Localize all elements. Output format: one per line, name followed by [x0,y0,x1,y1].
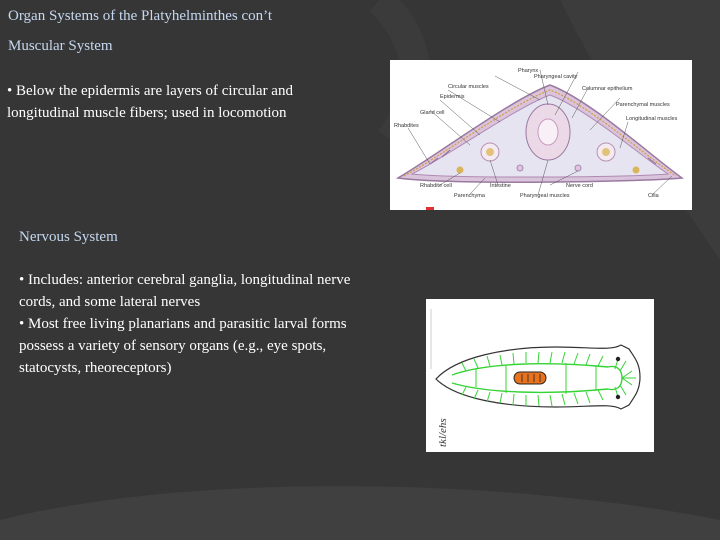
label-intestine: Intestine [490,183,511,189]
nervous-system-heading: Nervous System [19,229,118,245]
muscular-bullet-1: • Below the epidermis are layers of circular and longitudinal muscle fibers; used in locomotion [7,83,293,121]
nervous-bullet-1: • Includes: anterior cerebral ganglia, longitudinal nerve cords, and some lateral nerves [19,272,351,310]
pharynx-shape [514,372,546,384]
label-columnar-epithelium: Columnar epithelium [582,86,633,92]
planarian-nervous-figure [426,299,654,452]
label-rhabdite-cell: Rhabdite cell [420,183,452,189]
label-epidermis: Epidermis [440,94,465,100]
muscular-system-heading: Muscular System [8,38,113,54]
label-gland-cell: Gland cell [420,110,445,116]
label-rhabdites: Rhabdites [394,123,419,129]
muscular-cross-section-figure [390,60,692,210]
nervous-bullet-2: • Most free living planarians and parasitic larval forms possess a variety of sensory organs (e.g., eye spots, statocysts, rheoreceptors) [19,316,347,376]
slide-title: Organ Systems of the Platyhelminthes con’t [8,8,273,24]
cross-section-diagram [390,60,692,210]
label-parenchyma: Parenchyma [454,193,485,199]
label-pharynx: Pharynx [518,68,539,74]
label-parenchymal-muscles: Parenchymal muscles [616,102,670,108]
label-cilia: Cilia [648,193,659,199]
planarian-diagram [426,299,654,452]
label-nerve-cord: Nerve cord [566,183,593,189]
muscular-bullet-list [7,80,367,124]
label-pharyngeal-cavity: Pharyngeal cavity [534,74,578,80]
label-pharyngeal-muscles: Pharyngeal muscles [520,193,570,199]
handwritten-signature: tkl/ehs [437,418,449,447]
nervous-bullet-list [19,269,384,379]
label-longitudinal-muscles: Longitudinal muscles [626,116,678,122]
label-circular-muscles: Circular muscles [448,84,489,90]
